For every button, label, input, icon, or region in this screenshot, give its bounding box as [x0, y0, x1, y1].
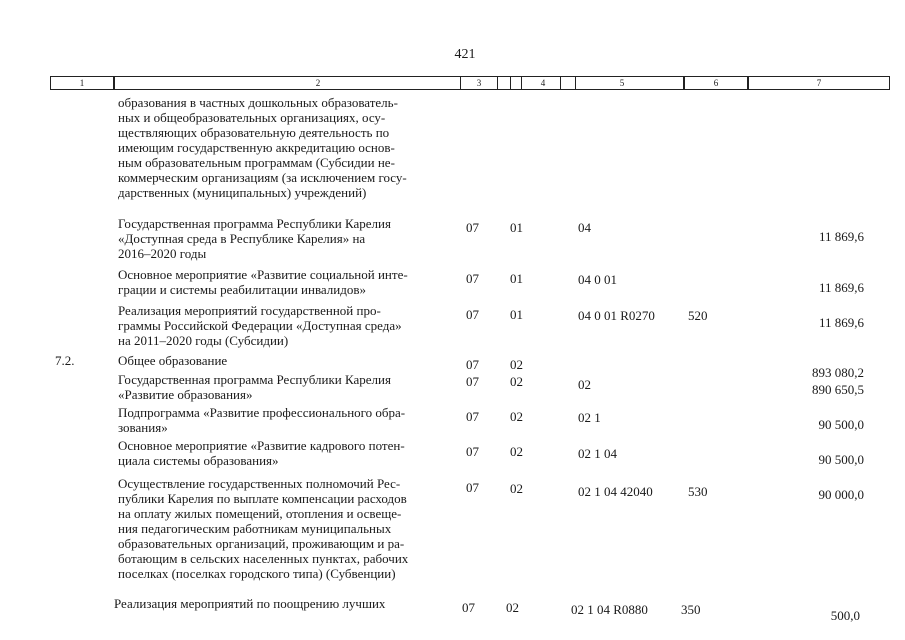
row-target-code: 02 1 — [578, 410, 601, 425]
row-name-cell — [118, 303, 458, 348]
row-text-line: образования в частных дошкольных образователь- — [118, 95, 398, 110]
row-text-line: образовательных организаций, проживающим и ра- — [118, 536, 405, 551]
row-subsection-code: 01 — [510, 307, 523, 322]
header-col-3: 3 — [460, 76, 498, 90]
row-target-code: 02 — [578, 377, 591, 392]
row-name-cell — [114, 596, 454, 611]
row-amount: 11 869,6 — [818, 315, 864, 330]
row-text-line: ществляющих образовательную деятельность по — [118, 125, 390, 140]
row-section-code: 07 — [462, 600, 475, 615]
row-name-cell — [118, 267, 458, 297]
row-section-code: 07 — [466, 409, 479, 424]
row-target-code: 02 1 04 — [578, 446, 617, 461]
row-expense-type: 530 — [688, 484, 708, 499]
row-text-line: Реализация мероприятий по поощрению лучших — [114, 596, 386, 611]
row-section-code: 07 — [466, 307, 479, 322]
row-text-line: Осуществление государственных полномочий Рес- — [118, 476, 401, 491]
row-text-line: Государственная программа Республики Карелия — [118, 372, 391, 387]
row-text-line: поселках (поселках городского типа) (Субвенции) — [118, 566, 396, 581]
row-text-line: дарственных (муниципальных) учреждений) — [118, 185, 367, 200]
row-target-code: 02 1 04 R0880 — [571, 602, 648, 617]
row-subsection-code: 02 — [510, 357, 523, 372]
row-text-line: зования» — [118, 420, 168, 435]
row-text-line: 2016–2020 годы — [118, 246, 207, 261]
row-target-code: 04 — [578, 220, 591, 235]
row-name-cell — [118, 372, 458, 402]
row-subsection-code: 02 — [510, 374, 523, 389]
row-text-line: на оплату жилых помещений, отопления и освеще- — [118, 506, 402, 521]
row-text-line: грации и системы реабилитации инвалидов» — [118, 282, 366, 297]
row-text-line: ных и общеобразовательных организациях, осу- — [118, 110, 386, 125]
row-target-code: 02 1 04 42040 — [578, 484, 653, 499]
row-name-cell — [118, 438, 458, 468]
row-text-line: ния педагогическим работникам муниципальных — [118, 521, 392, 536]
row-subsection-code: 02 — [510, 481, 523, 496]
row-target-code: 04 0 01 — [578, 272, 617, 287]
row-target-code: 04 0 01 R0270 — [578, 308, 655, 323]
row-subsection-code: 02 — [506, 600, 519, 615]
row-section-code: 07 — [466, 444, 479, 459]
header-col-1: 1 — [50, 76, 114, 90]
row-text-line: коммерческим организациям (за исключением госу- — [118, 170, 407, 185]
row-expense-type: 350 — [681, 602, 701, 617]
row-text-line: Основное мероприятие «Развитие кадрового потен- — [118, 438, 405, 453]
row-text-line: Общее образование — [118, 353, 228, 368]
row-text-line: Государственная программа Республики Карелия — [118, 216, 391, 231]
row-name-cell — [118, 95, 458, 200]
row-section-code: 07 — [466, 374, 479, 389]
row-text-line: ботающим в сельских населенных пунктах, рабочих — [118, 551, 409, 566]
row-text-line: «Развитие образования» — [118, 387, 253, 402]
row-section-code: 07 — [466, 271, 479, 286]
row-section-code: 07 — [466, 357, 479, 372]
row-amount: 90 500,0 — [818, 417, 864, 432]
row-name-cell — [118, 405, 458, 435]
row-text-line: граммы Российской Федерации «Доступная среда» — [118, 318, 402, 333]
row-expense-type: 520 — [688, 308, 708, 323]
row-text-line: Основное мероприятие «Развитие социальной инте- — [118, 267, 408, 282]
header-col-5: 5 — [560, 76, 684, 90]
row-name-cell — [118, 353, 458, 368]
row-amount: 893 080,2 — [812, 365, 864, 380]
row-text-line: Реализация мероприятий государственной про- — [118, 303, 381, 318]
row-number: 7.2. — [55, 353, 75, 368]
row-subsection-code: 01 — [510, 220, 523, 235]
row-subsection-code: 02 — [510, 409, 523, 424]
header-col-7: 7 — [748, 76, 890, 90]
row-text-line: ным образовательным программам (Субсидии не- — [118, 155, 395, 170]
row-amount: 90 000,0 — [818, 487, 864, 502]
row-subsection-code: 02 — [510, 444, 523, 459]
row-name-cell — [118, 476, 458, 581]
row-text-line: имеющим государственную аккредитацию основ- — [118, 140, 395, 155]
row-text-line: на 2011–2020 годы (Субсидии) — [118, 333, 289, 348]
page-number: 421 — [454, 47, 476, 62]
row-amount: 90 500,0 — [818, 452, 864, 467]
row-amount: 11 869,6 — [818, 280, 864, 295]
row-text-line: циала системы образования» — [118, 453, 279, 468]
row-amount: 890 650,5 — [812, 382, 864, 397]
row-text-line: «Доступная среда в Республике Карелия» на — [118, 231, 366, 246]
header-col-2: 2 — [114, 76, 522, 90]
row-text-line: Подпрограмма «Развитие профессионального обра- — [118, 405, 406, 420]
header-col-4: 4 — [510, 76, 576, 90]
row-amount: 11 869,6 — [818, 229, 864, 244]
row-section-code: 07 — [466, 220, 479, 235]
row-section-code: 07 — [466, 480, 479, 495]
table-header-row — [50, 76, 890, 90]
row-amount: 500,0 — [830, 608, 860, 623]
row-name-cell — [118, 216, 458, 261]
row-text-line: публики Карелия по выплате компенсации расходов — [118, 491, 407, 506]
row-subsection-code: 01 — [510, 271, 523, 286]
header-col-6: 6 — [684, 76, 748, 90]
